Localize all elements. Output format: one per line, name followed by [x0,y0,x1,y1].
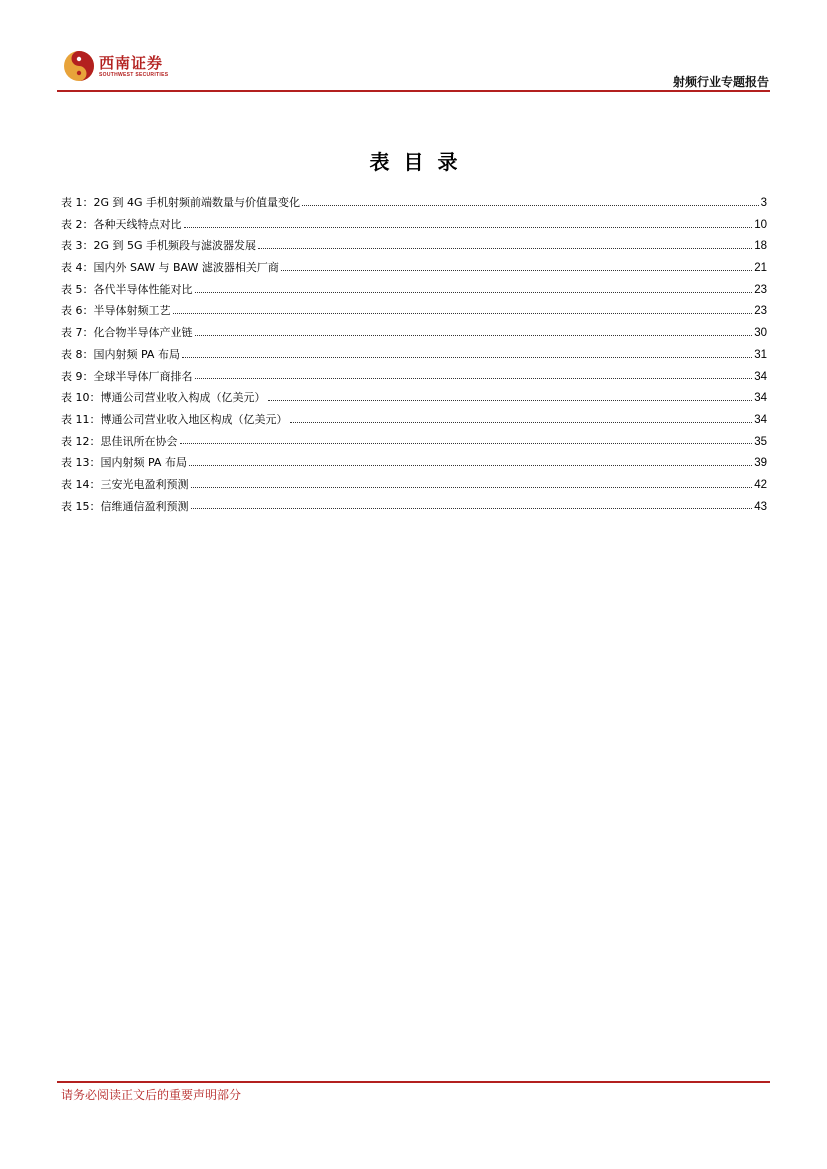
toc-entry-label: 表 12： [61,434,101,448]
toc-entry-page: 34 [754,413,767,426]
toc-entry-label: 表 6： [61,304,94,318]
company-logo [63,50,173,84]
toc-dot-leader [290,421,753,423]
logo-emblem-icon [63,50,95,82]
toc-entry[interactable] [61,474,767,496]
toc-entry-label: 表 2： [61,217,94,231]
toc-dot-leader [180,442,753,444]
toc-entry-label: 表 7： [61,326,94,340]
table-of-contents [61,192,767,517]
toc-dot-leader [191,507,753,509]
toc-entry[interactable] [61,409,767,431]
toc-entry-label: 表 8： [61,347,94,361]
toc-entry[interactable] [61,366,767,388]
toc-entry-title: 各种天线特点对比 [93,217,182,231]
toc-dot-leader [268,399,753,401]
toc-entry-page: 43 [754,500,767,513]
toc-entry-page: 42 [754,478,767,491]
logo-english-name: SOUTHWEST SECURITIES [99,72,169,78]
toc-entry[interactable] [61,214,767,236]
toc-entry-page: 34 [754,370,767,383]
header-divider [57,90,770,92]
toc-entry-title: 三安光电盈利预测 [100,477,189,491]
toc-entry-label: 表 9： [61,369,94,383]
toc-entry-title: 化合物半导体产业链 [93,326,193,340]
toc-entry[interactable] [61,300,767,322]
logo-chinese-name: 西南证券 [99,54,164,72]
toc-dot-leader [258,247,752,249]
toc-entry-page: 3 [760,197,767,209]
toc-entry-title: 全球半导体厂商排名 [93,369,193,383]
toc-entry-title: 博通公司营业收入地区构成（亿美元） [100,412,288,426]
toc-entry-page: 18 [754,240,767,253]
toc-dot-leader [182,356,752,358]
toc-entry-page: 23 [754,305,767,318]
toc-entry-title: 半导体射频工艺 [93,304,171,318]
toc-entry[interactable] [61,279,767,301]
toc-entry-label: 表 15： [61,499,101,513]
toc-entry-title: 2G 到 5G 手机频段与滤波器发展 [93,239,257,253]
toc-entry-page: 35 [754,435,767,448]
toc-entry[interactable] [61,192,767,214]
toc-dot-leader [302,204,759,206]
toc-entry-label: 表 10： [61,391,101,405]
footer-disclaimer: 请务必阅读正文后的重要声明部分 [61,1088,242,1102]
toc-entry[interactable] [61,387,767,409]
toc-entry[interactable] [61,496,767,518]
toc-entry-label: 表 4： [61,261,94,275]
toc-entry-label: 表 11： [61,412,101,426]
toc-dot-leader [189,464,752,466]
toc-entry-page: 23 [754,283,767,296]
toc-entry-label: 表 14： [61,477,101,491]
toc-entry-title: 国内射频 PA 布局 [100,456,187,470]
toc-dot-leader [184,226,753,228]
toc-entry-page: 30 [754,327,767,340]
toc-entry[interactable] [61,431,767,453]
toc-dot-leader [195,377,753,379]
toc-heading: 表目录 [369,150,472,174]
toc-dot-leader [281,269,752,271]
toc-entry-page: 10 [754,218,767,231]
toc-entry-title: 博通公司营业收入构成（亿美元） [100,391,266,405]
toc-entry-label: 表 13： [61,456,101,470]
toc-entry[interactable] [61,344,767,366]
toc-dot-leader [191,486,753,488]
page-header [0,0,827,95]
toc-dot-leader [195,291,753,293]
footer-divider [57,1081,770,1083]
toc-entry-page: 34 [754,392,767,405]
toc-entry[interactable] [61,452,767,474]
toc-entry-title: 思佳讯所在协会 [100,434,178,448]
toc-dot-leader [173,312,753,314]
toc-dot-leader [195,334,753,336]
toc-entry-page: 39 [754,457,767,470]
toc-entry-title: 国内射频 PA 布局 [93,347,180,361]
toc-entry-title: 2G 到 4G 手机射频前端数量与价值量变化 [93,196,301,209]
report-title: 射频行业专题报告 [672,75,769,89]
toc-entry-label: 表 5： [61,282,94,296]
toc-entry-title: 信维通信盈利预测 [100,499,189,513]
toc-entry-title: 各代半导体性能对比 [93,282,193,296]
toc-entry[interactable] [61,257,767,279]
toc-entry-page: 31 [754,348,767,361]
toc-entry[interactable] [61,322,767,344]
toc-entry-title: 国内外 SAW 与 BAW 滤波器相关厂商 [93,261,279,275]
toc-entry-label: 表 3： [61,239,94,253]
toc-entry-page: 21 [754,262,767,275]
toc-entry[interactable] [61,235,767,257]
toc-entry-label: 表 1： [61,196,94,209]
